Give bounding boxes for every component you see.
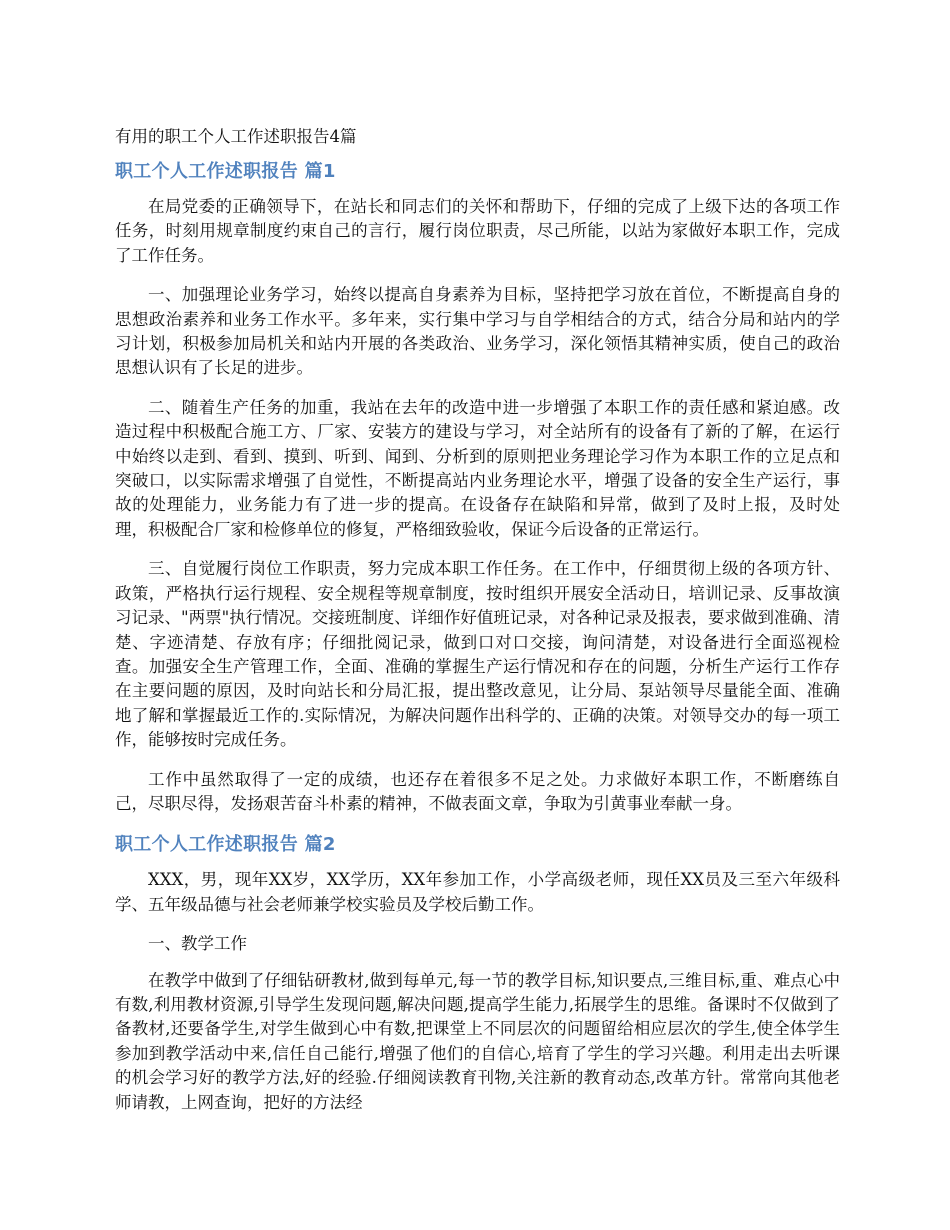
section-heading: 职工个人工作述职报告 篇2 bbox=[115, 834, 336, 856]
document-page bbox=[115, 124, 840, 1130]
document-title: 有用的职工个人工作述职报告4篇 bbox=[115, 127, 357, 146]
paragraph: 在局党委的正确领导下，在站长和同志们的关怀和帮助下，仔细的完成了上级下达的各项工作任务，时刻用规章制度约束自己的言行，履行岗位职责，尽己所能，以站为家做好本职工作，完成了工作任务。 bbox=[115, 197, 840, 265]
paragraph: XXX，男，现年XX岁，XX学历，XX年参加工作，小学高级老师，现任XX员及三至六年级科学、五年级品德与社会老师兼学校实验员及学校后勤工作。 bbox=[115, 870, 840, 914]
section-2 bbox=[115, 831, 840, 1115]
paragraph: 三、自觉履行岗位工作职责，努力完成本职工作任务。在工作中，仔细贯彻上级的各项方针、政策，严格执行运行规程、安全规程等规章制度，按时组织开展安全活动日，培训记录、反事故演习记录、"两票"执行情况。交接班制度、详细作好值班记录，对各种记录及报表，要求做到准确、清楚、字迹清楚、存放有序；仔细批阅记录，做到口对口交接，询问清楚，对设备进行全面巡视检查。加强安全生产管理工作，全面、准确的掌握生产运行情况和存在的问题，分析生产运行工作存在主要问题的原因，及时向站长和分局汇报，提出整改意见，让分局、泵站领导尽量能全面、准确地了解和掌握最近工作的.实际情况，为解决问题作出科学的、正确的决策。对领导交办的每一项工作，能够按时完成任务。 bbox=[115, 559, 840, 750]
paragraph: 一、教学工作 bbox=[148, 934, 247, 954]
paragraph: 工作中虽然取得了一定的成绩，也还存在着很多不足之处。力求做好本职工作，不断磨练自己，尽职尽得，发扬艰苦奋斗朴素的精神，不做表面文章，争取为引黄事业奉献一身。 bbox=[115, 769, 840, 813]
paragraph: 一、加强理论业务学习，始终以提高自身素养为目标，坚持把学习放在首位，不断提高自身的思想政治素养和业务工作水平。多年来，实行集中学习与自学相结合的方式，结合分局和站内的学习计划，积极参加局机关和站内开展的各类政治、业务学习，深化领悟其精神实质，使自己的政治思想认识有了长足的进步。 bbox=[115, 285, 840, 378]
paragraph: 在教学中做到了仔细钻研教材,做到每单元,每一节的教学目标,知识要点,三维目标,重、难点心中有数,利用教材资源,引导学生发现问题,解决问题,提高学生能力,拓展学生的思维。备课时不仅做到了备教材,还要备学生,对学生做到心中有数,把课堂上不同层次的问题留给相应层次的学生,使全体学生参加到教学活动中来,信任自己能行,增强了他们的自信心,培育了学生的学习兴趣。利用走出去听课的机会学习好的教学方法,好的经验.仔细阅读教育刊物,关注新的教育动态,改革方针。常常向其他老师请教，上网查询，把好的方法经 bbox=[115, 970, 840, 1112]
section-1 bbox=[115, 158, 840, 816]
section-heading: 职工个人工作述职报告 篇1 bbox=[115, 161, 336, 182]
paragraph: 二、随着生产任务的加重，我站在去年的改造中进一步增强了本职工作的责任感和紧迫感。改造过程中积极配合施工方、厂家、安装方的建设与学习，对全站所有的设备有了新的了解，在运行中始终以走到、看到、摸到、听到、闻到、分析到的原则把业务理论学习作为本职工作的立足点和突破口，以实际需求增强了自觉性，不断提高站内业务理论水平，增强了设备的安全生产运行，事故的处理能力，业务能力有了进一步的提高。在设备存在缺陷和异常，做到了及时上报，及时处理，积极配合厂家和检修单位的修复，严格细致验收，保证今后设备的正常运行。 bbox=[115, 397, 840, 539]
